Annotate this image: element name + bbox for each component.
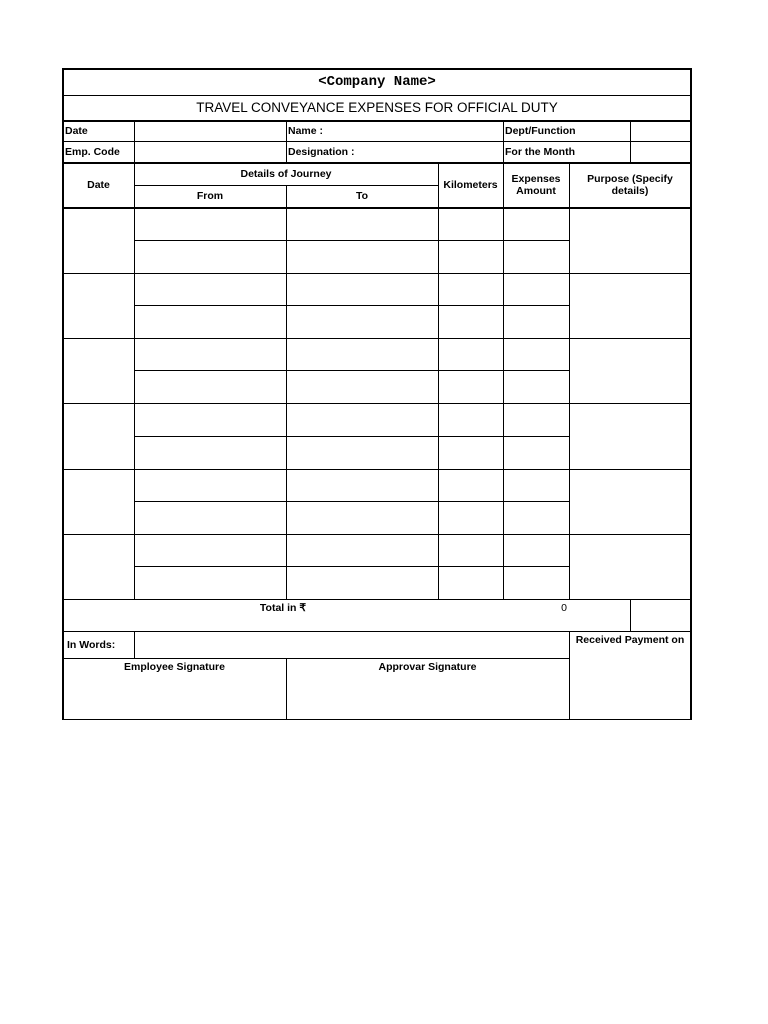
dept-field[interactable] [630,121,691,141]
row-divider [134,501,569,502]
total-extra-cell-1[interactable] [569,599,630,631]
group-divider [63,273,691,274]
total-label: Total in ₹ [259,602,307,614]
designation-field[interactable]: Designation : [288,145,355,158]
group-divider [63,469,691,470]
emp-code-field[interactable] [134,141,286,162]
month-field[interactable] [630,141,691,162]
grid-line [63,207,691,209]
row-divider [134,370,569,371]
name-field[interactable]: Name : [288,125,324,137]
dept-label: Dept/Function [505,125,576,137]
date-field[interactable] [134,121,286,141]
grid-line [63,95,691,96]
grid-line [134,631,135,658]
grid-line [286,185,287,599]
row-divider [134,240,569,241]
grid-line [503,120,504,162]
grid-line [286,120,287,162]
border-bottom [63,719,692,720]
grid-line [630,120,631,162]
row-divider [134,566,569,567]
received-payment-label: Received Payment on [575,634,685,646]
border-top [63,68,692,70]
row-divider [134,436,569,437]
border-right [690,68,692,720]
emp-code-label: Emp. Code [65,145,120,158]
grid-line [63,162,691,164]
month-label: For the Month [505,145,575,158]
purpose-column-header: Purpose (Specify details) [587,173,673,197]
company-name: <Company Name> [318,74,436,90]
border-left [62,68,64,720]
approver-signature-box[interactable]: Approvar Signature [378,661,477,673]
total-value: 0 [561,602,567,614]
grid-line [63,120,691,122]
grid-line [63,631,691,632]
to-column-header: To [355,190,369,202]
grid-line [569,631,570,719]
grid-line [134,120,135,162]
grid-line [630,599,631,631]
grid-line [286,658,287,719]
form-title: TRAVEL CONVEYANCE EXPENSES FOR OFFICIAL DUTY [196,99,558,115]
group-divider [63,599,691,600]
grid-line [63,658,569,659]
grid-line [63,141,691,142]
date-label: Date [65,125,88,137]
row-divider [134,305,569,306]
in-words-field[interactable] [134,631,569,658]
date-column-header: Date [87,179,110,191]
total-extra-cell-2[interactable] [630,599,691,631]
km-column-header: Kilometers [443,179,498,191]
group-divider [63,338,691,339]
group-divider [63,403,691,404]
journey-column-header: Details of Journey [240,168,332,180]
in-words-label: In Words: [67,638,116,651]
employee-signature-box[interactable]: Employee Signature [124,661,225,673]
group-divider [63,534,691,535]
from-column-header: From [196,190,224,202]
expenses-column-header: Expenses Amount [511,173,561,197]
